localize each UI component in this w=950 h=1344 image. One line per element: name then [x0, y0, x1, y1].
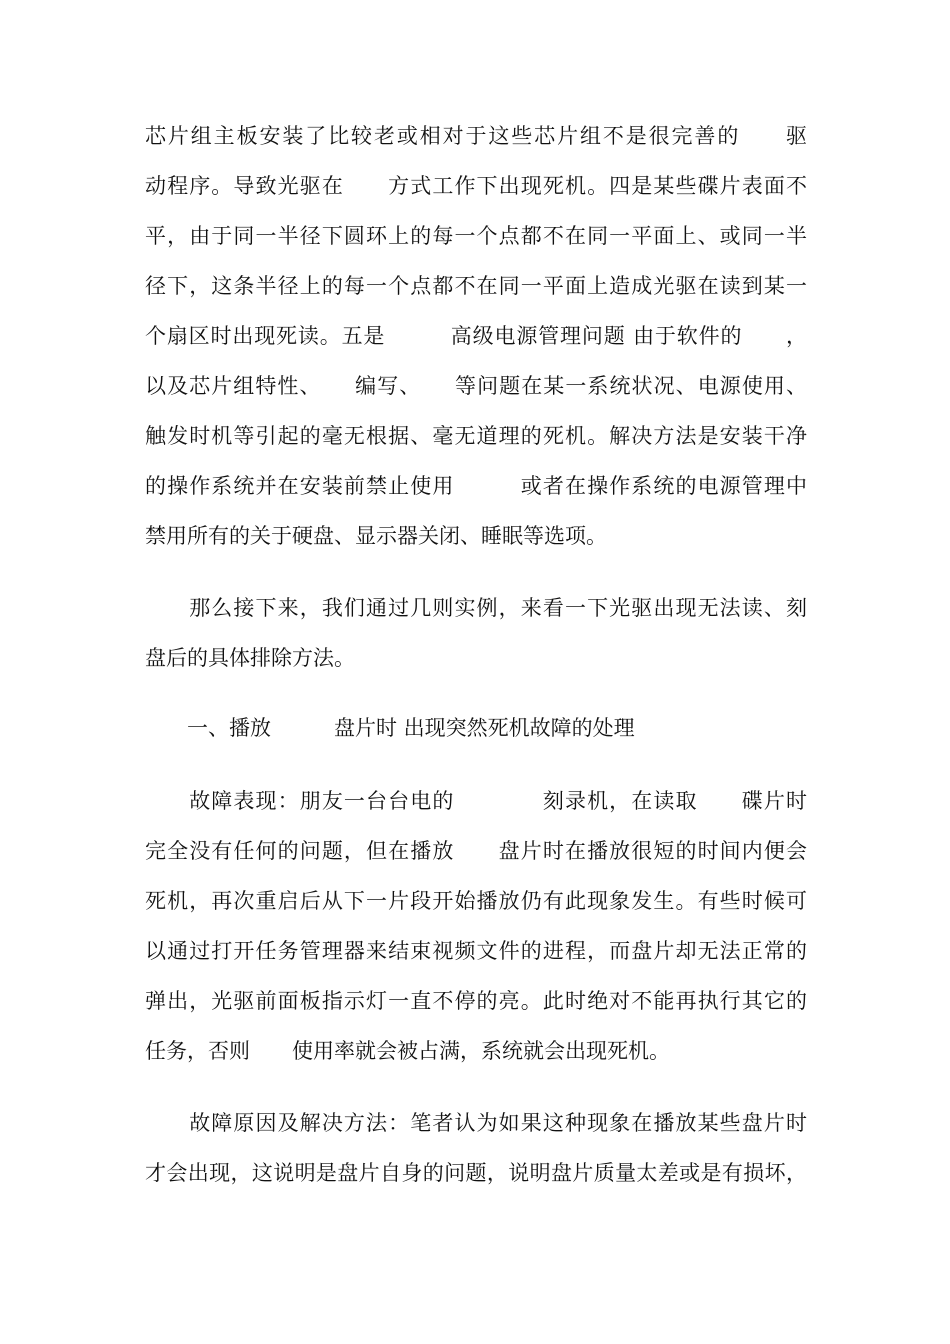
paragraph-1-line-2: 动程序。导致光驱在 方式工作下出现死机。四是某些碟片表面不 — [145, 174, 807, 198]
paragraph-1-line-5: 个扇区时出现死读。五是 高级电源管理问题 由于软件的 ， — [145, 324, 807, 348]
paragraph-4-line-6: 任务，否则 使用率就会被占满，系统就会出现死机。 — [145, 1039, 670, 1063]
paragraph-4-line-4: 以通过打开任务管理器来结束视频文件的进程，而盘片却无法正常的 — [145, 939, 807, 963]
paragraph-1-line-8: 的操作系统并在安装前禁止使用 或者在操作系统的电源管理中 — [145, 474, 807, 498]
paragraph-2-line-1: 那么接下来，我们通过几则实例，来看一下光驱出现无法读、刻 — [145, 596, 807, 620]
paragraph-5-line-1: 故障原因及解决方法：笔者认为如果这种现象在播放某些盘片时 — [145, 1111, 807, 1135]
paragraph-4-line-3: 死机，再次重启后从下一片段开始播放仍有此现象发生。有些时候可 — [145, 889, 807, 913]
paragraph-1-line-7: 触发时机等引起的毫无根据、毫无道理的死机。解决方法是安装干净 — [145, 424, 807, 448]
paragraph-4-line-2: 完全没有任何的问题，但在播放 盘片时在播放很短的时间内便会 — [145, 839, 807, 863]
paragraph-2-line-2: 盘后的具体排除方法。 — [145, 646, 355, 670]
paragraph-1-line-3: 平，由于同一半径下圆环上的每一个点都不在同一平面上、或同一半 — [145, 224, 807, 248]
paragraph-5-line-2: 才会出现，这说明是盘片自身的问题，说明盘片质量太差或是有损坏， — [145, 1161, 807, 1185]
section-heading: 一、播放 盘片时 出现突然死机故障的处理 — [145, 716, 635, 740]
paragraph-4-line-1: 故障表现：朋友一台台电的 刻录机，在读取 碟片时 — [145, 789, 807, 813]
paragraph-1-line-6: 以及芯片组特性、 编写、 等问题在某一系统状况、电源使用、 — [145, 374, 807, 398]
paragraph-1-line-9: 禁用所有的关于硬盘、显示器关闭、睡眠等选项。 — [145, 524, 607, 548]
paragraph-1-line-4: 径下，这条半径上的每一个点都不在同一平面上造成光驱在读到某一 — [145, 274, 807, 298]
paragraph-4-line-5: 弹出，光驱前面板指示灯一直不停的亮。此时绝对不能再执行其它的 — [145, 989, 807, 1013]
paragraph-1-line-1: 芯片组主板安装了比较老或相对于这些芯片组不是很完善的 驱 — [145, 124, 807, 148]
